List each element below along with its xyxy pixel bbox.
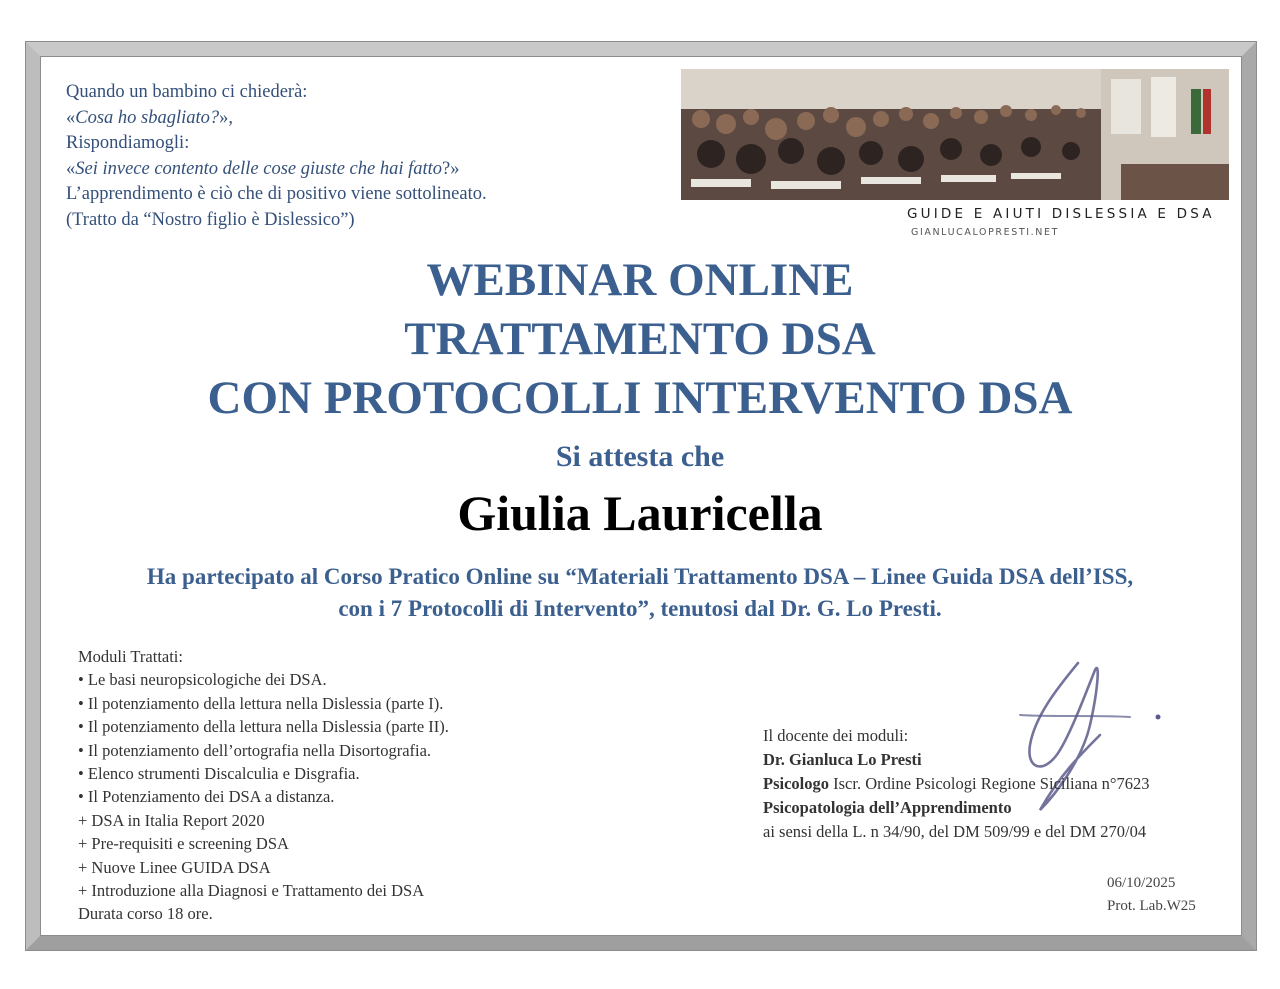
module-item: + Introduzione alla Diagnosi e Trattamento dei DSA bbox=[78, 881, 425, 901]
module-item: • Il potenziamento dell’ortografia nella Disortografia. bbox=[78, 740, 432, 760]
teacher-name: Dr. Gianluca Lo Presti bbox=[763, 750, 922, 769]
module-item: • Il potenziamento della lettura nella Dislessia (parte II). bbox=[78, 717, 449, 737]
quote-line-5: L’apprendimento è ciò che di positivo viene sottolineato. bbox=[66, 184, 487, 204]
module-item: • Le basi neuropsicologiche dei DSA. bbox=[78, 670, 327, 690]
title-line-1: WEBINAR ONLINE bbox=[426, 254, 854, 306]
module-item: + Pre-requisiti e screening DSA bbox=[78, 834, 289, 854]
modules-heading: Moduli Trattati: bbox=[78, 647, 183, 666]
quote-line-6: (Tratto da “Nostro figlio è Dislessico”) bbox=[66, 209, 355, 230]
teacher-law: ai sensi della L. n 34/90, del DM 509/99 e del DM 270/04 bbox=[763, 822, 1147, 841]
certificate-meta bbox=[1107, 872, 1196, 918]
module-item: • Il Potenziamento dei DSA a distanza. bbox=[78, 787, 335, 807]
issue-date: 06/10/2025 bbox=[1107, 875, 1176, 891]
quote-line-3: Rispondiamogli: bbox=[66, 133, 190, 153]
title-line-2: TRATTAMENTO DSA bbox=[404, 313, 876, 365]
recipient-name: Giulia Lauricella bbox=[457, 485, 823, 541]
attest-heading: Si attesta che bbox=[555, 440, 725, 473]
course-duration: Durata corso 18 ore. bbox=[78, 904, 213, 924]
module-item: + Nuove Linee GUIDA DSA bbox=[78, 857, 271, 877]
module-item: + DSA in Italia Report 2020 bbox=[78, 810, 265, 830]
modules-list bbox=[78, 645, 638, 926]
brand-url: GIANLUCALOPRESTI.NET bbox=[911, 227, 1060, 238]
quote-line-4: «Sei invece contento delle cose giuste che hai fatto?» bbox=[66, 158, 460, 179]
module-item: • Elenco strumenti Discalculia e Disgrafia. bbox=[78, 764, 360, 784]
teacher-specialty: Psicopatologia dell’Apprendimento bbox=[763, 798, 1012, 817]
teacher-block bbox=[763, 724, 1233, 844]
quote-line-2: «Cosa ho sbagliato?», bbox=[66, 107, 234, 128]
description-line-1: Ha partecipato al Corso Pratico Online su “Materiali Trattamento DSA – Linee Guida DSA dell’ISS, bbox=[146, 564, 1134, 589]
teacher-role: Psicologo Iscr. Ordine Psicologi Regione Siciliana n°7623 bbox=[763, 774, 1150, 793]
opening-quote bbox=[66, 80, 626, 233]
brand-logo-text: GUIDE E AIUTI DISLESSIA E DSA bbox=[907, 206, 1215, 222]
title-line-3: CON PROTOCOLLI INTERVENTO DSA bbox=[207, 372, 1073, 424]
description-line-2: con i 7 Protocolli di Intervento”, tenutosi dal Dr. G. Lo Presti. bbox=[338, 596, 942, 621]
teacher-intro: Il docente dei moduli: bbox=[763, 726, 909, 745]
module-item: • Il potenziamento della lettura nella Dislessia (parte I). bbox=[78, 693, 444, 713]
quote-line-1: Quando un bambino ci chiederà: bbox=[66, 82, 308, 102]
protocol-number: Prot. Lab.W25 bbox=[1107, 898, 1196, 914]
classroom-photo bbox=[681, 69, 1229, 200]
